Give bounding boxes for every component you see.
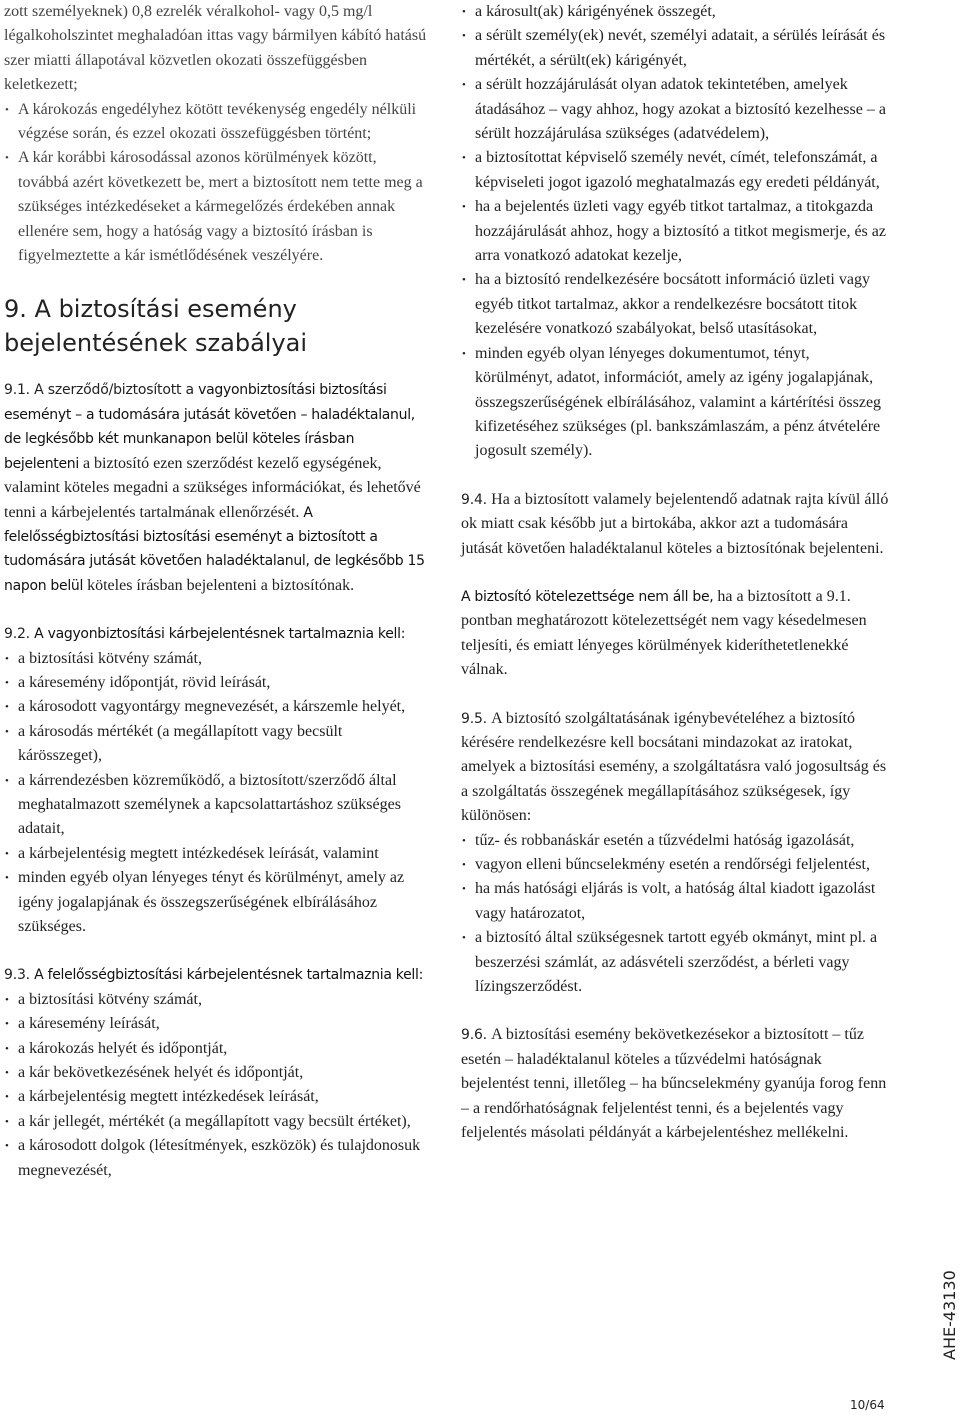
list-item: • tűz- és robbanáskár esetén a tűzvédelmi hatóság igazolását, [461, 829, 889, 853]
list-item: • minden egyéb olyan lényeges dokumentumot, tényt, körülményt, adatot, információt, amely az igény jogalapjának, összegszerűségének elbírálásához, valamint a kártérítési összeg kifizetéséhez szükséges (pl. bankszámlaszám, a pénz átvételére jogosult személy). [461, 342, 889, 464]
list-item: • a kár jellegét, mértékét (a megállapított vagy becsült értéket), [4, 1110, 428, 1134]
list-item: • a károsodás mértékét (a megállapított vagy becsült kárösszeget), [4, 720, 428, 769]
bold-text: A felelősségbiztosítási biztosítási eseményt a biztosított a tudomására jutását követően haladéktalanul, de legkésőbb 15 napon belül [4, 504, 425, 594]
list-item: • A kár korábbi károsodással azonos körülmények között, továbbá azért következett be, mert a biztosított nem tette meg a szükséges intézkedéseket a kármegelőzés érdekében annak ellenére sem, hogy a hatóság vagy a biztosító írásban is figyelmeztette a kár ismétlődésének veszélyére. [4, 146, 428, 268]
left-column [4, 0, 428, 1183]
list-item: • a károkozás helyét és időpontját, [4, 1037, 428, 1061]
paragraph-9-2-heading [4, 622, 428, 646]
list-item: • ha más hatósági eljárás is volt, a hatóság által kiadott igazolást vagy határozatot, [461, 877, 889, 926]
list-9-2 [4, 647, 428, 940]
list-item: • a kárrendezésben közreműködő, a biztosított/szerződő által meghatalmazott személynek a kapcsolattartáshoz szükséges adatait, [4, 769, 428, 842]
paragraph-number: 9.4. [461, 491, 492, 508]
list-item: • a biztosítási kötvény számát, [4, 988, 428, 1012]
list-item: • ha a bejelentés üzleti vagy egyéb titkot tartalmaz, a titokgazda hozzájárulását ahhoz, hogy a biztosító a titkot megismerje, és az arra vonatkozó adatokat kezelje, [461, 195, 889, 268]
paragraph-number: 9.1. [4, 382, 35, 399]
paragraph-text: ha a biztosított a 9.1. pontban meghatározott kötelezettségét nem vagy késedelmesen teljesíti, és emiatt lényeges körülmények kideríthetetlenekké válnak. [461, 587, 867, 679]
page-number: 10/64 [850, 1398, 885, 1412]
right-column [461, 0, 889, 1145]
list-item: • a biztosítási kötvény számát, [4, 647, 428, 671]
list-item: • vagyon elleni bűncselekmény esetén a rendőrségi feljelentést, [461, 853, 889, 877]
intro-bullet-list [4, 98, 428, 269]
paragraph-number: 9.2. [4, 626, 35, 643]
paragraph-text: köteles írásban bejelenteni a biztosítónak. [83, 576, 355, 594]
list-item: • a káresemény időpontját, rövid leírását, [4, 671, 428, 695]
list-item: • a károsodott dolgok (létesítmények, eszközök) és tulajdonosuk megnevezését, [4, 1134, 428, 1183]
list-item: • a károsult(ak) kárigényének összegét, [461, 0, 889, 24]
list-9-5 [461, 829, 889, 1000]
paragraph-text: A szerződő/biztosított a [34, 382, 199, 399]
paragraph-9-3-heading [4, 963, 428, 987]
list-item: • minden egyéb olyan lényeges tényt és körülményt, amely az igény jogalapjának és összegszerűségének elbírálásához szükséges. [4, 866, 428, 939]
list-9-3-continued [461, 0, 889, 464]
list-item: • A károkozás engedélyhez kötött tevékenység engedély nélküli végzése során, és ezzel okozati összefüggésben történt; [4, 98, 428, 147]
paragraph-number: 9.3. [4, 967, 35, 984]
list-item: • a kárbejelentésig megtett intézkedések leírását, [4, 1085, 428, 1109]
paragraph-9-1 [4, 378, 428, 598]
paragraph-number: 9.6. [461, 1027, 492, 1044]
paragraph-text: A biztosító szolgáltatásának igénybevételéhez a biztosító kérésére rendelkezésre kell bocsátani mindazokat az iratokat, amelyek a biztosítási esemény, a szolgáltatásra való jogosultság és a szolgáltatás összegének megállapításához szükségesek, így különösen: [461, 709, 887, 825]
list-item: • a biztosítottat képviselő személy nevét, címét, telefonszámát, a képviseleti jogot igazoló meghatalmazás egy eredeti példányát, [461, 146, 889, 195]
list-item: • a kárbejelentésig megtett intézkedések leírását, valamint [4, 842, 428, 866]
list-item: • a sérült hozzájárulását olyan adatok tekintetében, amelyek átadásához – vagy ahhoz, hogy azokat a biztosító kezelhesse – a sérült hozzájárulása szükséges (adatvédelem), [461, 73, 889, 146]
paragraph-9-4-obligation [461, 585, 889, 683]
list-item: • a biztosító által szükségesnek tartott egyéb okmányt, mint pl. a beszerzési számlát, az adásvételi szerződést, a bérleti vagy lízingszerződést. [461, 926, 889, 999]
bold-text: A vagyonbiztosítási kárbejelentésnek tartalmaznia kell: [34, 626, 406, 643]
list-item: • a sérült személy(ek) nevét, személyi adatait, a sérülés leírását és mértékét, a sérült(ek) kárigényét, [461, 24, 889, 73]
bold-text: A biztosító kötelezettsége nem áll be, [461, 588, 714, 605]
list-item: • a káresemény leírását, [4, 1012, 428, 1036]
list-item: • ha a biztosító rendelkezésére bocsátott információ üzleti vagy egyéb titkot tartalmaz, akkor a rendelkezésre bocsátott titok kezelésére vonatkozó szabályokat, belső utasításokat, [461, 268, 889, 341]
paragraph-9-4 [461, 488, 889, 561]
list-9-3 [4, 988, 428, 1183]
paragraph-9-6 [461, 1023, 889, 1145]
list-item: • a kár bekövetkezésének helyét és időpontját, [4, 1061, 428, 1085]
section-title: 9. A biztosítási esemény bejelentésének szabályai [4, 295, 308, 358]
bold-text: vagyonbiztosítási biztosítási eseményt – a tudomására jutását követően – haladéktalanul, de legkésőbb két munkanapon belül köteles írásban bejelenteni [4, 382, 415, 472]
paragraph-text: Ha a biztosított valamely bejelentendő adatnak rajta kívül álló ok miatt csak később jut a birtokába, akkor azt a tudomására jutását követően haladéktalanul köteles a biztosítónak bejelenteni. [461, 490, 889, 557]
intro-paragraph: zott személyeknek) 0,8 ezrelék véralkohol- vagy 0,5 mg/l légalkoholszintet meghaladóan ittas vagy bármilyen kábító hatású szer miatti állapotával közvetlen okozati összefüggésben keletkezett; [4, 3, 427, 94]
paragraph-number: 9.5. [461, 710, 492, 727]
paragraph-9-5 [461, 707, 889, 829]
document-code: AHE-43130 [940, 1270, 959, 1360]
paragraph-text: A biztosítási esemény bekövetkezésekor a biztosított – tűz esetén – haladéktalanul köteles a tűzvédelmi hatóságnak bejelentést tenni, illetőleg – ha bűncselekmény gyanúja forog fenn – a rendőrhatóságnak feljelentést tenni, és a bejelentés vagy feljelentés másolati példányát a kárbejelentéshez mellékelni. [461, 1026, 887, 1142]
list-item: • a károsodott vagyontárgy megnevezését, a kárszemle helyét, [4, 695, 428, 719]
paragraph-text: a biztosító ezen szerződést kezelő egységének, valamint köteles megadni a szükséges információkat, és lehetővé tenni a kárbejelentés tartalmának ellenőrzését. [4, 454, 421, 521]
bold-text: A felelősségbiztosítási kárbejelentésnek tartalmaznia kell: [34, 967, 424, 984]
